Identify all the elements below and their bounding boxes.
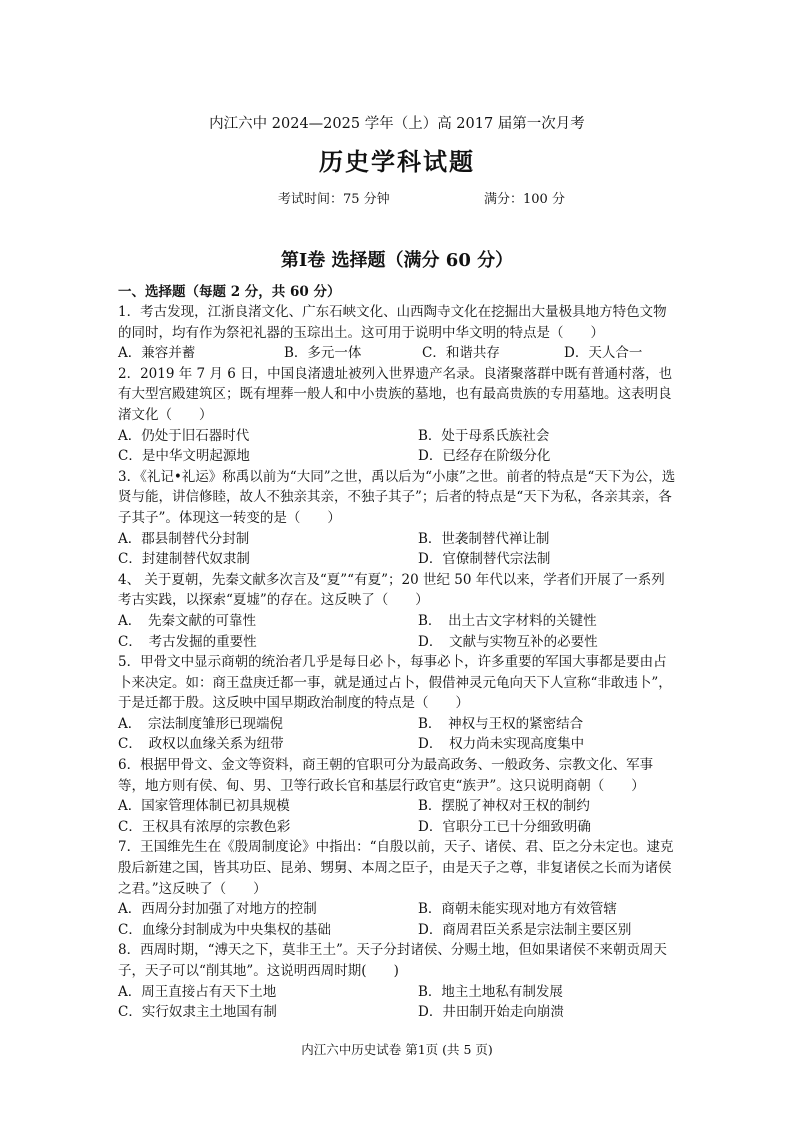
option-c: C．实行奴隶主土地国有制 <box>118 1004 277 1021</box>
option-d: D．天人合一 <box>564 345 643 362</box>
option-b: B．多元一体 <box>284 345 362 362</box>
question-text: 6．根据甲骨文、金文等资料，商王朝的官职可分为最高政务、一般政务、宗教文化、军事等，地方则有侯、甸、男、卫等行政长官和基层行政官吏“族尹”。这只说明商朝（ ） <box>118 757 654 794</box>
option-d: D．官僚制替代宗法制 <box>418 551 551 568</box>
question-text: 1．考古发现，江浙良渚文化、广东石峡文化、山西陶寺文化在挖掘出大量极具地方特色文物的同时，均有作为祭祀礼器的玉琮出土。这可用于说明中华文明的特点是（ ） <box>118 304 667 341</box>
question-text: 2．2019 年 7 月 6 日，中国良渚遗址被列入世界遗产名录。良渚聚落群中既有普通村落，也有大型宫殿建筑区；既有埋葬一般人和中小贵族的墓地，也有最高贵族的专用墓地。这表明良渚文化（ ） <box>118 365 673 423</box>
option-a: A．周王直接占有天下土地 <box>118 983 277 1000</box>
options <box>118 611 678 652</box>
option-b: B．商朝未能实现对地方有效管辖 <box>418 901 617 918</box>
option-d: D．井田制开始走向崩溃 <box>418 1004 564 1021</box>
option-a: A．国家管理体制已初具规模 <box>118 798 290 815</box>
option-d: D． 文献与实物互补的必要性 <box>418 633 598 650</box>
option-b: B．世袭制替代禅让制 <box>418 530 550 547</box>
option-a: A．仍处于旧石器时代 <box>118 427 250 444</box>
exam-title: 内江六中 2024—2025 学年（上）高 2017 届第一次月考 <box>209 116 585 132</box>
question-text: 5．甲骨文中显示商朝的统治者几乎是每日必卜，每事必卜，许多重要的军国大事都是要由占卜来决定。如：商王盘庚迁都一事，就是通过占卜，假借神灵元龟向天下人宣称“非敢违卜”，于是迁都于殷。这反映中国早期政治制度的特点是（ ） <box>118 654 672 712</box>
option-c: C．王权具有浓厚的宗教色彩 <box>118 818 291 835</box>
options <box>118 426 678 467</box>
question-7 <box>118 837 678 940</box>
question-text: 7．王国维先生在《殷周制度论》中指出：“自殷以前，天子、诸侯、君、臣之分未定也。逮克殷后新建之国，皆其功臣、昆弟、甥舅、本周之臣子，由是天子之尊，非复诸侯之长而为诸侯之君。”这反映了（ ） <box>118 839 674 897</box>
option-d: D． 权力尚未实现高度集中 <box>418 736 585 753</box>
options <box>118 796 678 837</box>
section-title: 第Ⅰ卷 选择题（满分 60 分） <box>280 250 514 271</box>
option-b: B．摆脱了神权对王权的制约 <box>418 798 590 815</box>
question-6 <box>118 755 678 837</box>
option-c: C．和谐共存 <box>422 345 500 362</box>
question-4 <box>118 570 678 652</box>
question-8 <box>118 940 678 1022</box>
option-c: C．血缘分封制成为中央集权的基础 <box>118 921 331 938</box>
option-a: A． 先秦文献的可靠性 <box>118 612 256 629</box>
question-1 <box>118 302 678 364</box>
option-c: C． 政权以血缘关系为纽带 <box>118 736 284 753</box>
option-a: A．兼容并蓄 <box>118 345 196 362</box>
option-b: B．地主土地私有制发展 <box>418 983 563 1000</box>
option-c: C．封建制替代奴隶制 <box>118 551 250 568</box>
question-2 <box>118 364 678 467</box>
part-title: 一、选择题（每题 2 分，共 60 分） <box>118 284 341 300</box>
options <box>118 714 678 755</box>
option-d: D．已经存在阶级分化 <box>418 448 551 465</box>
page-footer: 内江六中历史试卷 第1页 (共 5 页) <box>301 1042 493 1057</box>
question-text: 4、 关于夏朝，先秦文献多次言及“夏”“有夏”；20 世纪 50 年代以来，学者们开展了一系列考古实践，以探索“夏墟”的存在。这反映了（ ） <box>118 571 665 609</box>
option-c: C．是中华文明起源地 <box>118 448 250 465</box>
exam-time: 考试时间：75 分钟 <box>278 192 390 207</box>
options <box>118 899 678 940</box>
options <box>118 982 678 1023</box>
full-score: 满分：100 分 <box>484 192 565 207</box>
option-d: D．商周君臣关系是宗法制主要区别 <box>418 921 632 938</box>
question-text: 8．西周时期，“溥天之下，莫非王土”。天子分封诸侯、分赐土地，但如果诸侯不来朝贡周天子，天子可以“削其地”。这说明西周时期( ) <box>118 942 667 979</box>
option-c: C． 考古发掘的重要性 <box>118 633 257 650</box>
option-a: A．郡县制替代分封制 <box>118 530 250 547</box>
options <box>118 529 678 570</box>
question-5 <box>118 652 678 755</box>
option-d: D．官职分工已十分细致明确 <box>418 818 591 835</box>
option-b: B． 神权与王权的紧密结合 <box>418 715 584 732</box>
option-a: A． 宗法制度雏形已现端倪 <box>118 715 283 732</box>
question-list <box>118 302 678 1023</box>
options <box>118 343 678 364</box>
question-text: 3．《礼记•礼运》称禹以前为“大同”之世，禹以后为“小康”之世。前者的特点是“天下为公，选贤与能，讲信修睦，故人不独亲其亲，不独子其子”；后者的特点是“天下为私，各亲其亲，各子其子”。体现这一转变的是（ ） <box>118 468 676 526</box>
option-a: A．西周分封加强了对地方的控制 <box>118 901 317 918</box>
subject-title: 历史学科试题 <box>319 147 475 176</box>
question-3 <box>118 467 678 570</box>
option-b: B． 出土古文字材料的关键性 <box>418 612 597 629</box>
option-b: B．处于母系氏族社会 <box>418 427 550 444</box>
